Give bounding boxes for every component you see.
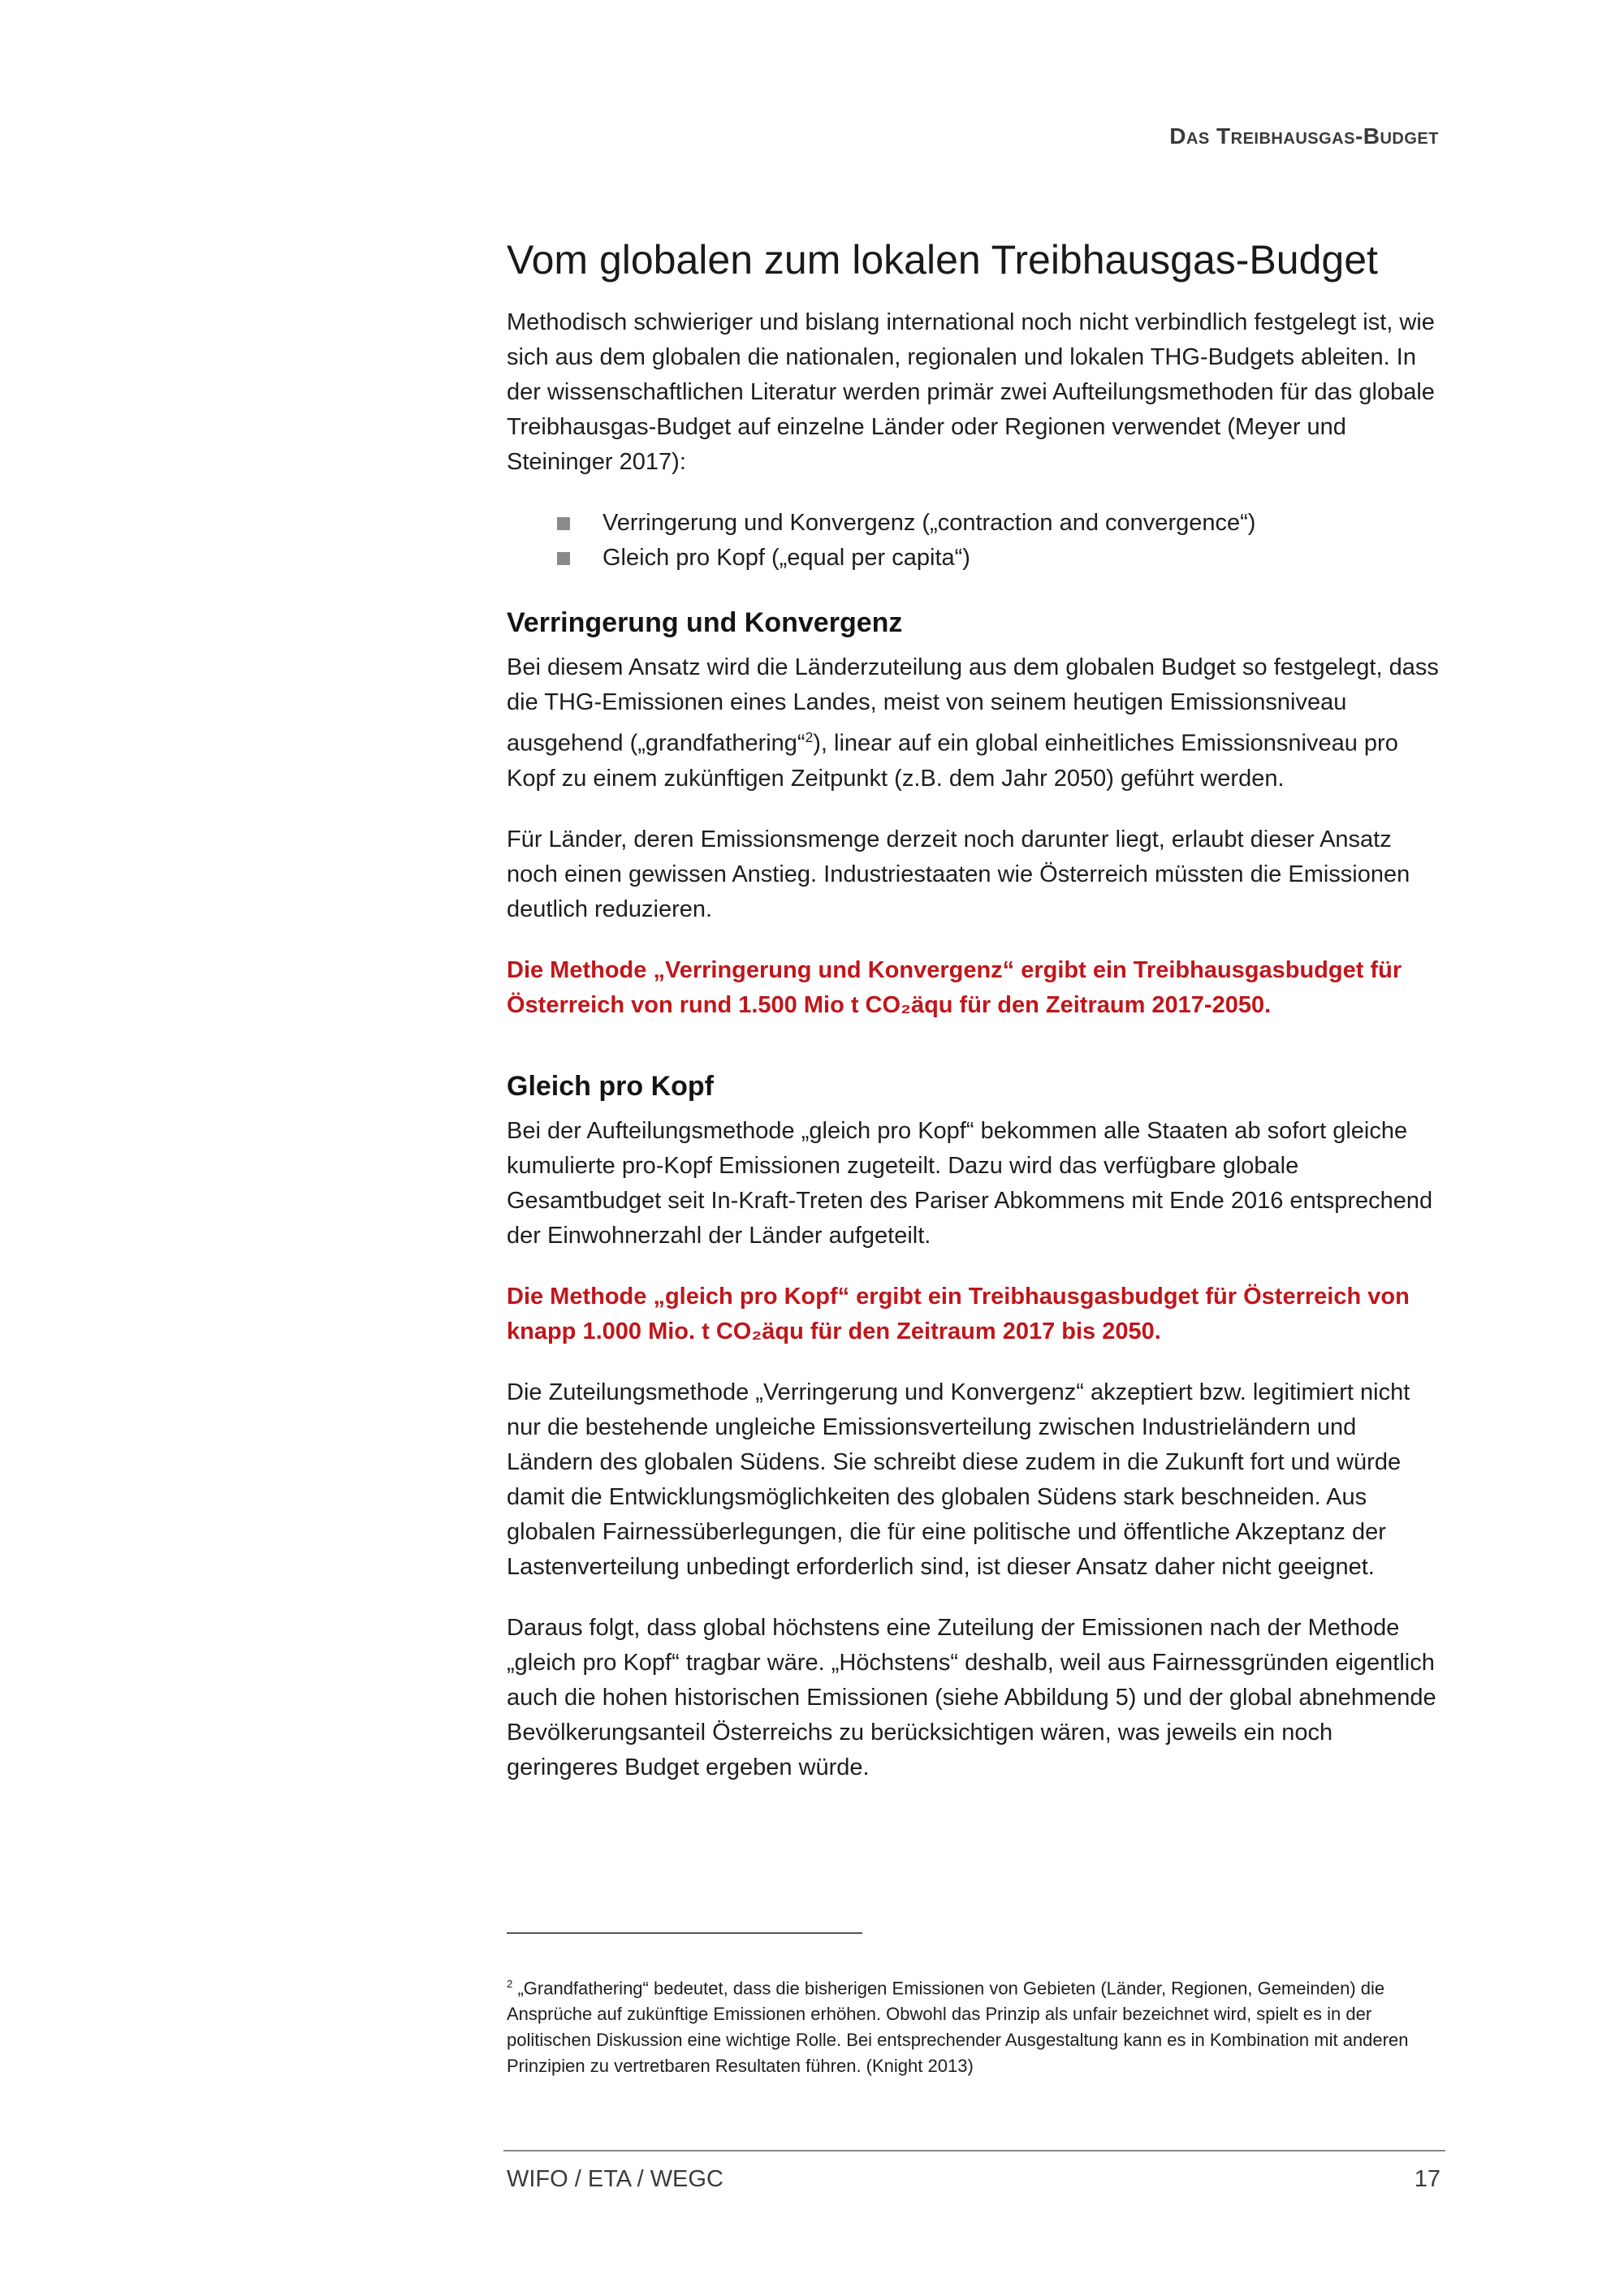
- paragraph-text: ), linear auf ein global einheitliches Emissionsniveau pro Kopf zu einem zukünftigen Zeitpunkt (z.B. dem Jahr 2050) geführt werden.: [507, 730, 1398, 792]
- list-item-text: Verringerung und Konvergenz („contraction and convergence“): [603, 510, 1256, 536]
- running-header: Das Treibhausgas-Budget: [1169, 123, 1439, 149]
- convergence-paragraph-1: [507, 650, 1440, 796]
- subsection-title-per-capita: Gleich pro Kopf: [507, 1070, 714, 1102]
- convergence-paragraph-2: Für Länder, deren Emissionsmenge derzeit noch darunter liegt, erlaubt dieser Ansatz noch einen gewissen Anstieg. Industriestaaten wie Österreich müssten die Emissionen deutlich reduzieren.: [507, 826, 1410, 922]
- list-item: [557, 541, 1440, 576]
- footer-divider: [503, 2150, 1445, 2151]
- per-capita-paragraph-2: Die Zuteilungsmethode „Verringerung und Konvergenz“ akzeptiert bzw. legitimiert nicht nur die bestehende ungleiche Emissionsverteilung zwischen Industrieländern und Ländern des globalen Südens. Sie schreibt diese zudem in die Zukunft fort und würde damit die Entwicklungsmöglichkeiten des globalen Südens stark beschneiden. Aus globalen Fairnessüberlegungen, die für eine politische und öffentliche Akzeptanz der Lastenverteilung unbedingt erforderlich sind, ist dieser Ansatz daher nicht geeignet.: [507, 1379, 1410, 1581]
- page-number: 17: [1414, 2166, 1440, 2192]
- convergence-highlight: Die Methode „Verringerung und Konvergenz“ ergibt ein Treibhausgasbudget für Österreich von rund 1.500 Mio t CO₂äqu für den Zeitraum 2017-2050.: [507, 956, 1402, 1018]
- main-content: [507, 235, 1440, 1811]
- footnote-text: „Grandfathering“ bedeutet, dass die bisherigen Emissionen von Gebieten (Länder, Regionen, Gemeinden) die Ansprüche auf zukünftige Emissionen erhöhen. Obwohl das Prinzip als unfair bezeichnet wird, spielt es in der politischen Diskussion eine wichtige Rolle. Bei entsprechender Ausgestaltung kann es in Kombination mit anderen Prinzipien zu vertretbaren Resultaten führen. (Knight 2013): [507, 1978, 1409, 2077]
- per-capita-highlight: Die Methode „gleich pro Kopf“ ergibt ein Treibhausgasbudget für Österreich von knapp 1.000 Mio. t CO₂äqu für den Zeitraum 2017 bis 2050.: [507, 1284, 1410, 1345]
- square-bullet-icon: [557, 552, 570, 565]
- method-list: [507, 506, 1440, 576]
- per-capita-paragraph-3: Daraus folgt, dass global höchstens eine Zuteilung der Emissionen nach der Methode „gleich pro Kopf“ tragbar wäre. „Höchstens“ deshalb, weil aus Fairnessgründen eigentlich auch die hohen historischen Emissionen (siehe Abbildung 5) und der global abnehmende Bevölkerungsanteil Österreichs zu berücksichtigen wären, was jeweils ein noch geringeres Budget ergeben würde.: [507, 1615, 1436, 1781]
- intro-paragraph: Methodisch schwieriger und bislang international noch nicht verbindlich festgelegt ist, wie sich aus dem globalen die nationalen, regionalen und lokalen THG-Budgets ableiten. In der wissenschaftlichen Literatur werden primär zwei Aufteilungsmethoden für das globale Treibhausgas-Budget auf einzelne Länder oder Regionen verwendet (Meyer und Steininger 2017):: [507, 309, 1435, 475]
- paragraph-text: Bei diesem Ansatz wird die Länderzuteilung aus dem globalen Budget so festgelegt, dass die THG-Emissionen eines Landes, meist von seinem heutigen Emissionsniveau ausgehend („grandfathering“: [507, 654, 1439, 757]
- footnote: [507, 1971, 1440, 2079]
- list-item: [557, 506, 1440, 541]
- list-item-text: Gleich pro Kopf („equal per capita“): [603, 545, 970, 571]
- subsection-title-convergence: Verringerung und Konvergenz: [507, 607, 903, 638]
- footnote-ref[interactable]: 2: [805, 729, 814, 746]
- section-title: Vom globalen zum lokalen Treibhausgas-Budget: [507, 237, 1378, 283]
- square-bullet-icon: [557, 517, 570, 530]
- footnote-divider: [507, 1932, 862, 1934]
- footnote-number: 2: [507, 1978, 513, 1990]
- per-capita-paragraph-1: Bei der Aufteilungsmethode „gleich pro Kopf“ bekommen alle Staaten ab sofort gleiche kumulierte pro-Kopf Emissionen zugeteilt. Dazu wird das verfügbare globale Gesamtbudget seit In-Kraft-Treten des Pariser Abkommens mit Ende 2016 entsprechend der Einwohnerzahl der Länder aufgeteilt.: [507, 1118, 1433, 1249]
- footer-authors: WIFO / ETA / WEGC: [507, 2166, 723, 2192]
